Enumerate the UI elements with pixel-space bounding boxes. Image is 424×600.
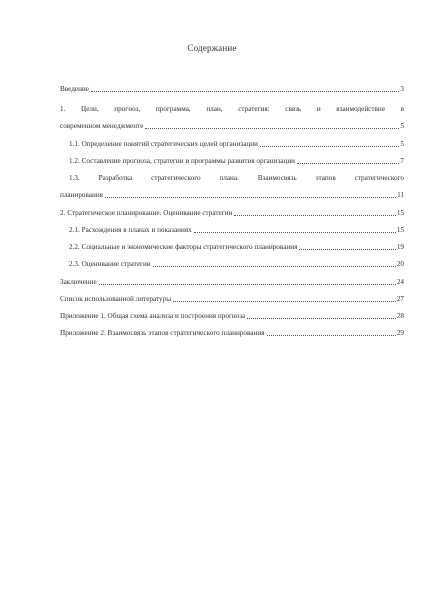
toc-entry-introduction[interactable] [60,84,404,94]
toc-entry-2-1[interactable] [69,225,404,235]
toc-entry-label: Приложение 1. Общая схема анализа и построения прогноза [60,312,246,320]
toc-entry-label: 2. Стратегическое планирование. Оценивание стратегии [60,209,233,217]
toc-entry-label: планирования [60,191,103,199]
toc-page-number: 15 [396,209,404,217]
dot-leader [299,248,395,250]
toc-page-number: 27 [396,295,404,303]
dot-leader [260,145,399,147]
toc-page-number: 5 [400,122,404,130]
toc-entry-label: Введение [60,85,89,93]
toc-entry-chapter-1-line1[interactable]: 1. Цели, прогноз, программа, план, стратегия: связь и взаимодействие в [60,105,404,113]
toc-entry-appendix-1[interactable] [60,311,404,321]
toc-page-number: 20 [396,260,404,268]
dot-leader [105,196,396,198]
toc-entry-label: 1.1. Определение понятий стратегических целей организации [69,140,258,148]
toc-entry-2-2[interactable] [69,242,404,252]
dot-leader [234,214,395,216]
toc-page-number: 3 [400,85,404,93]
toc-entry-chapter-1[interactable] [60,121,404,131]
dot-leader [99,283,396,285]
toc-entry-1-2[interactable] [69,156,404,166]
toc-entry-label: 2.1. Расхождения в планах и показаниях [69,226,192,234]
dot-leader [194,231,396,233]
page-title: Содержание [187,43,237,53]
toc-entry-1-3[interactable] [60,190,404,200]
toc-page-number: 5 [400,140,404,148]
toc-entry-1-3-line1[interactable]: 1.3. Разработка стратегического плана. Взаимосвязь этапов стратегического [69,174,404,182]
toc-entry-1-1[interactable] [69,139,404,149]
toc-page-number: 7 [400,157,404,165]
toc-entry-2-3[interactable] [69,259,404,269]
toc-entry-label: 2.2. Социальные и экономические факторы стратегического планирования [69,243,298,251]
dot-leader [247,317,395,319]
toc-entry-label: современном менеджменте [60,122,144,130]
toc-page-number: 11 [397,191,404,199]
toc-page-number: 24 [396,278,404,286]
dot-leader [145,127,399,129]
toc-entry-label: Заключение [60,278,97,286]
dot-leader [173,300,396,302]
toc-page-number: 28 [396,312,404,320]
dot-leader [153,265,396,267]
toc-entry-conclusion[interactable] [60,277,404,287]
toc-page-number: 19 [396,243,404,251]
toc-entry-references[interactable] [60,294,404,304]
dot-leader [267,334,396,336]
toc-page-number: 15 [396,226,404,234]
toc-entry-appendix-2[interactable] [60,328,404,338]
toc-entry-label: 1.2. Составление прогноза, стратегии и программы развития организации [69,157,296,165]
dot-leader [91,90,399,92]
toc-page-number: 29 [396,329,404,337]
toc-entry-label: 2.3. Оценивание стратегии [69,260,151,268]
toc-entry-label: Список использованной литературы [60,295,172,303]
dot-leader [297,162,399,164]
toc-entry-label: Приложение 2. Взаимосвязь этапов стратегического планирования [60,329,265,337]
toc-entry-chapter-2[interactable] [60,208,404,218]
